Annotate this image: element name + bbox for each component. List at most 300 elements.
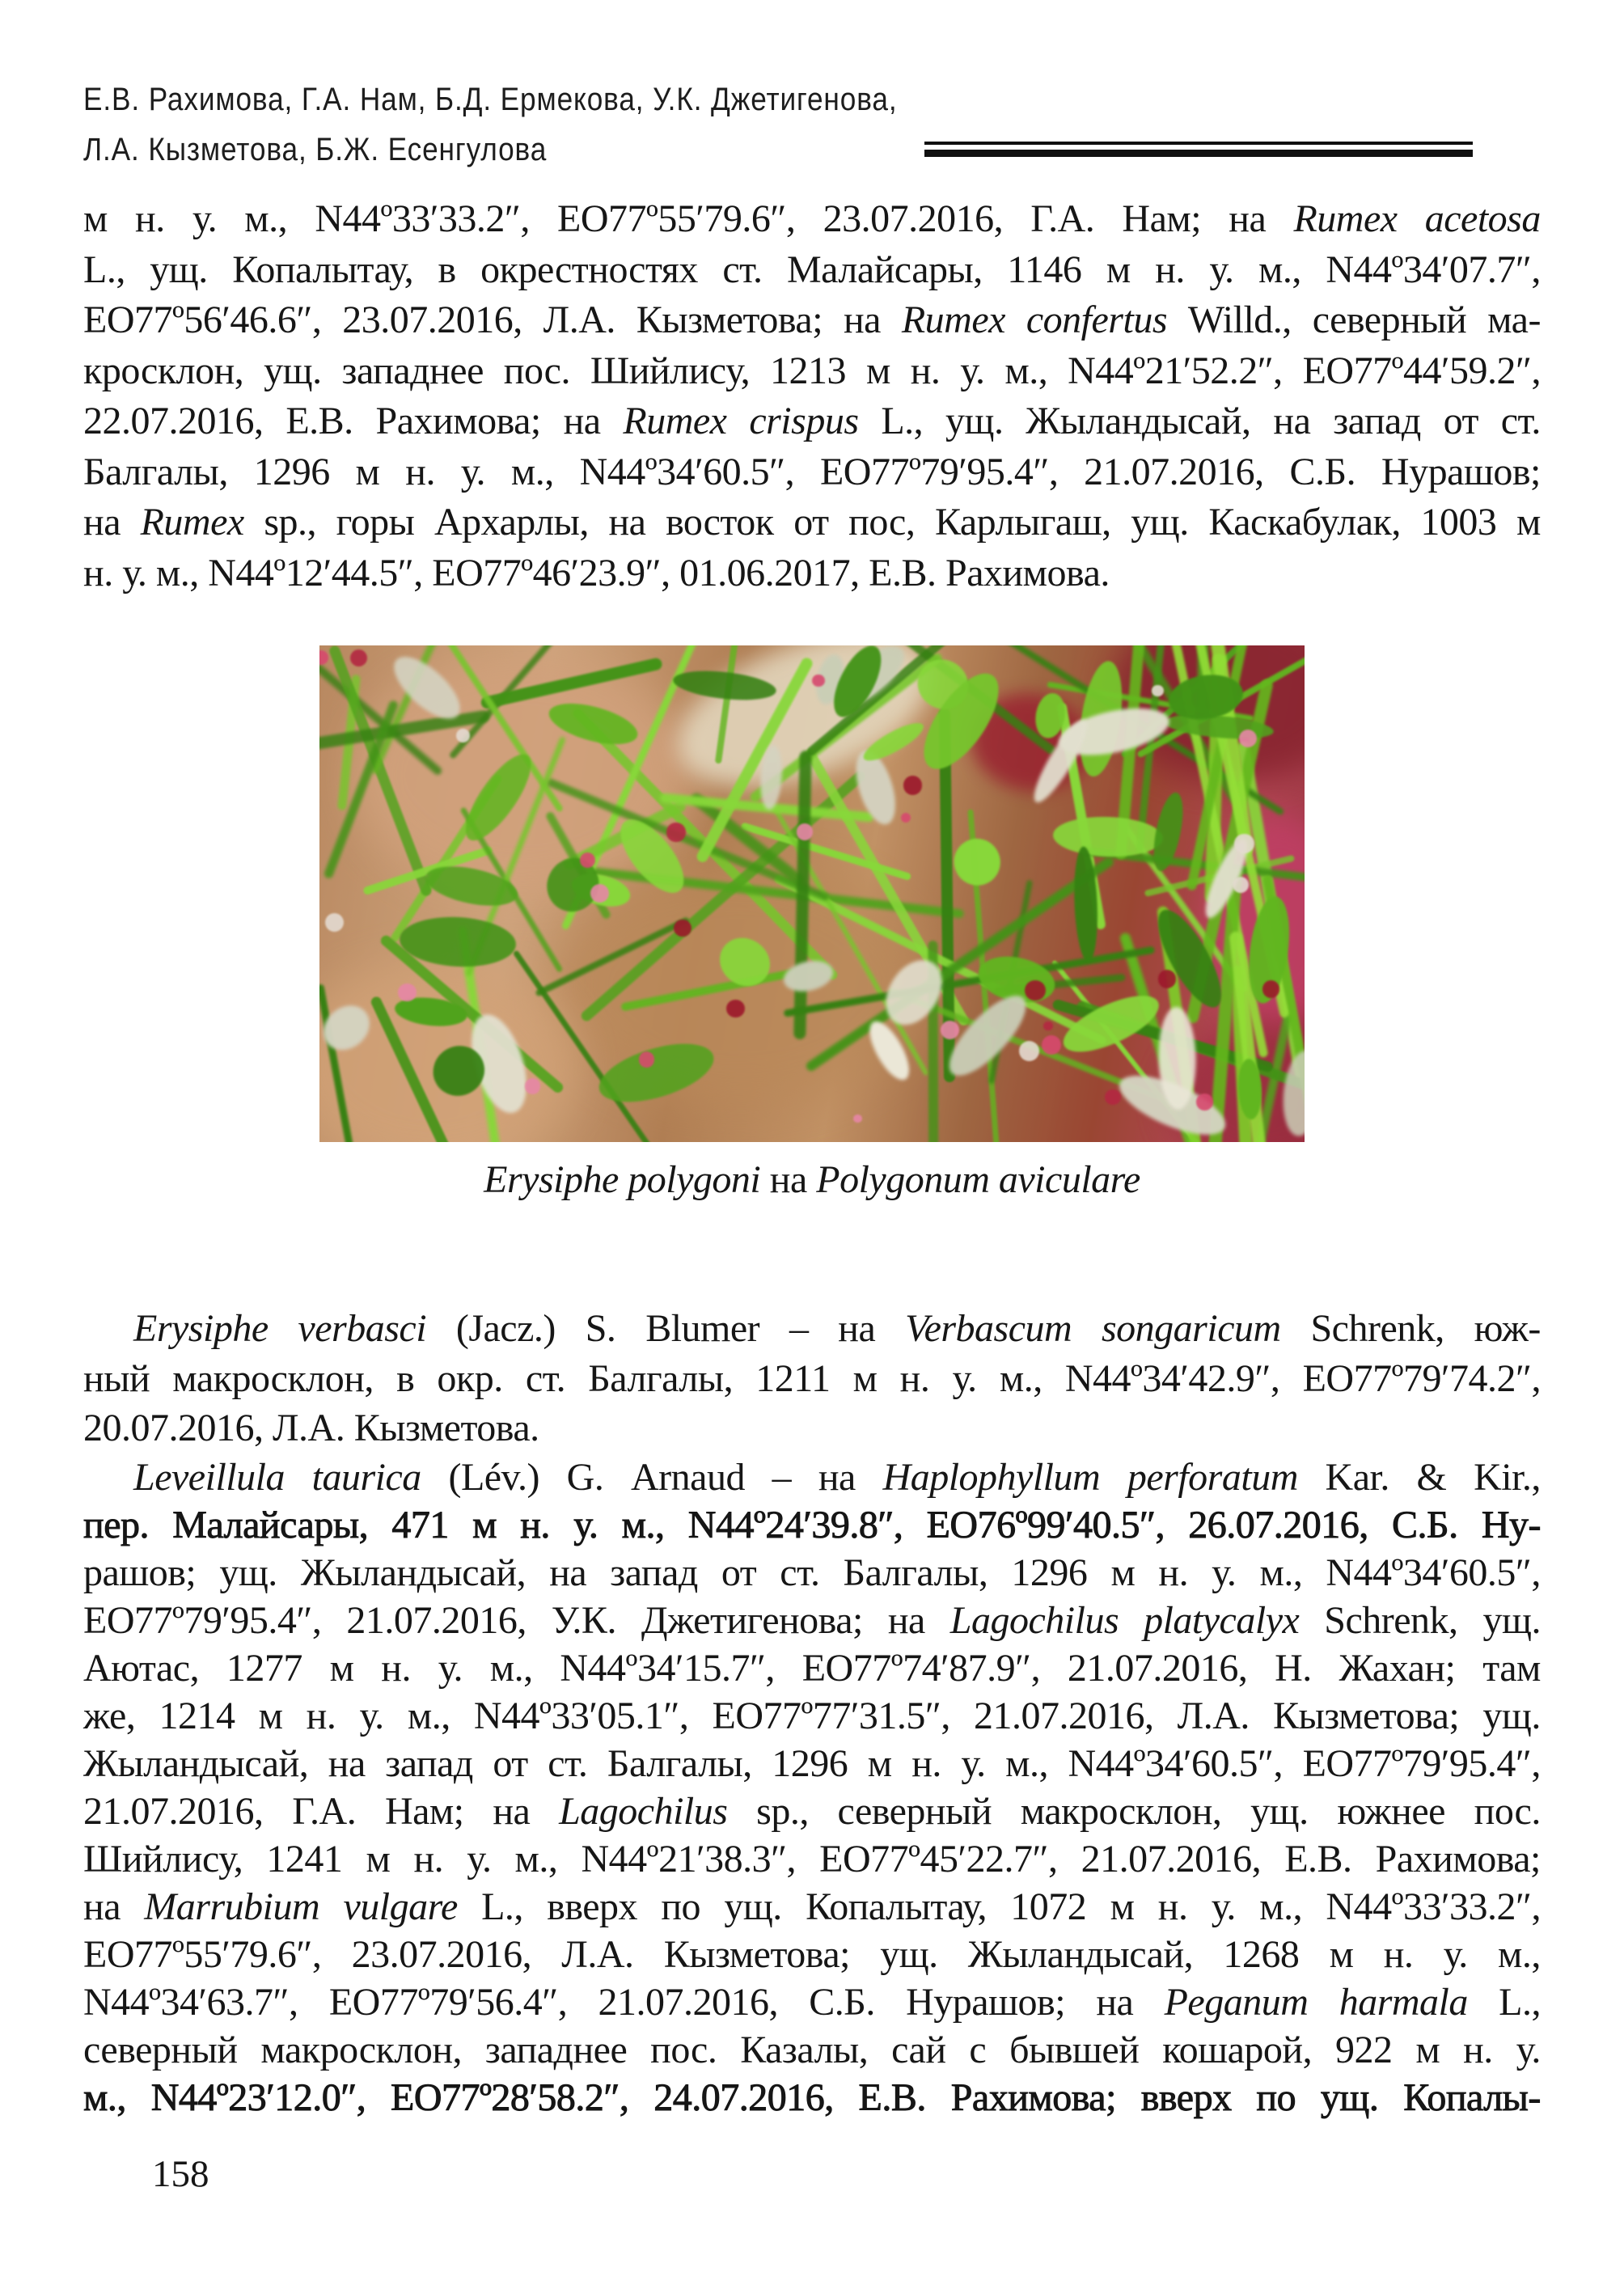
text-segment: окр. — [437, 1356, 503, 1400]
text-segment: запад — [385, 1742, 473, 1785]
text-segment: – — [772, 1456, 792, 1499]
text-segment: N44º34′63.7″, — [83, 1981, 298, 2024]
text-segment: от — [793, 501, 829, 544]
text-segment: м., — [510, 450, 554, 493]
text-segment: 1211 — [755, 1356, 831, 1400]
text-segment: N44º24′39.8″, — [687, 1504, 903, 1546]
text-segment: Kar. — [1325, 1456, 1389, 1499]
text-segment: ст. — [1500, 400, 1541, 442]
word — [806, 1883, 987, 1931]
text-segment: ст. — [722, 247, 763, 291]
word — [1007, 245, 1081, 296]
word — [664, 1931, 850, 1978]
text-segment: ный — [83, 1356, 150, 1400]
text-segment: sp., — [756, 1790, 809, 1833]
word — [1326, 1453, 1389, 1501]
word — [83, 396, 264, 447]
text-segment: N44º33′33.2″, — [315, 197, 530, 240]
word — [906, 1978, 1065, 2026]
text-segment: у. — [961, 1742, 986, 1785]
word — [135, 194, 165, 245]
text-segment: м — [366, 1838, 391, 1881]
text-segment: Erysiphe polygoni — [484, 1158, 761, 1201]
word — [1026, 295, 1167, 346]
text-segment: Н. — [1275, 1647, 1312, 1690]
text-segment: н. — [911, 1742, 941, 1785]
word — [467, 1835, 491, 1883]
word — [264, 497, 316, 548]
text-segment: ЕО77º77′31.5″, — [712, 1694, 950, 1737]
text-segment: н. — [1155, 247, 1185, 291]
word — [902, 295, 1005, 346]
text-segment: у. — [960, 349, 985, 392]
text-segment: Рахимова; — [950, 2076, 1116, 2119]
text-segment: Балгалы, — [607, 1742, 752, 1785]
word — [359, 1692, 383, 1740]
text-line — [83, 346, 1541, 397]
word — [391, 2074, 628, 2122]
text-segment: ущ. — [724, 1885, 782, 1928]
text-segment: platycalyx — [1144, 1599, 1300, 1642]
text-segment: Копалытау, — [232, 247, 414, 291]
text-segment: Rumex — [901, 298, 1005, 341]
text-line — [83, 447, 1541, 498]
word — [83, 1835, 243, 1883]
text-line — [83, 2026, 1541, 2074]
photo-blob — [525, 1078, 541, 1094]
word — [438, 245, 456, 296]
text-segment: ЕО77º55′79.6″, — [83, 1933, 322, 1976]
text-segment: L., — [83, 247, 125, 291]
text-segment: Балгалы, — [83, 450, 228, 493]
word — [1162, 2026, 1312, 2074]
word — [645, 1304, 759, 1354]
text-segment: 1003 — [1420, 501, 1497, 544]
text-segment: от — [721, 1551, 757, 1594]
word — [172, 1501, 368, 1549]
text-segment: confertus — [1026, 298, 1167, 341]
word — [1303, 1354, 1541, 1404]
text-segment: н. — [381, 1647, 411, 1690]
word — [1376, 1835, 1541, 1883]
word — [1127, 1453, 1298, 1501]
word — [133, 1304, 269, 1354]
text-segment: ст. — [525, 1356, 566, 1400]
text-segment: вверх — [547, 1885, 638, 1928]
word — [848, 497, 915, 548]
text-segment: на — [608, 501, 646, 544]
word — [1021, 1787, 1222, 1835]
text-line — [83, 194, 1541, 245]
word — [83, 295, 321, 346]
text-segment: Жыландысай, — [300, 1551, 527, 1594]
word — [935, 497, 1111, 548]
text-segment: Копалытау, — [806, 1885, 987, 1928]
text-segment: ма- — [1487, 298, 1541, 341]
word — [772, 1453, 792, 1501]
word — [151, 2074, 366, 2122]
text-segment: L., — [481, 1885, 523, 1928]
text-segment: запад — [610, 1551, 698, 1594]
text-segment: южнее — [1337, 1790, 1445, 1833]
text-segment: (Lév.) — [448, 1456, 539, 1499]
word — [900, 1354, 930, 1404]
word — [1011, 1549, 1087, 1597]
word — [1499, 1978, 1541, 2026]
text-line — [83, 1931, 1541, 1978]
text-line — [83, 1453, 1541, 1501]
word — [789, 1304, 809, 1354]
text-segment: же, — [83, 1694, 136, 1737]
text-line — [83, 396, 1541, 447]
text-segment: м — [355, 450, 380, 493]
text-segment: Rumex — [140, 501, 244, 544]
word — [1004, 346, 1047, 397]
word — [133, 1453, 285, 1501]
word — [1516, 497, 1541, 548]
text-segment: (Jacz.) — [455, 1307, 556, 1350]
word — [950, 1597, 1119, 1644]
word — [1487, 295, 1541, 346]
word — [749, 396, 858, 447]
word — [83, 2074, 126, 2122]
text-segment: макросклон, — [1020, 1790, 1222, 1833]
word — [1009, 2026, 1139, 2074]
photo-blob — [1152, 685, 1164, 697]
text-segment: пос. — [650, 2029, 717, 2071]
text-segment: ЕО77º79′95.4″, — [83, 1599, 322, 1642]
text-segment: ЕО77º28′58.2″, — [391, 2076, 629, 2119]
text-segment: Е.В. — [285, 400, 353, 442]
text-segment: Нам; — [384, 1790, 464, 1833]
text-segment: кошарой, — [1162, 2029, 1313, 2071]
word — [881, 396, 923, 447]
word — [823, 194, 1004, 245]
text-segment: Arnaud — [631, 1456, 745, 1499]
text-segment: N44º34′60.5″, — [1068, 1742, 1284, 1785]
text-segment: окрестностях — [480, 247, 698, 291]
word — [636, 295, 823, 346]
text-segment: на — [843, 298, 881, 341]
word — [83, 1931, 321, 1978]
text-segment: Marrubium — [144, 1885, 320, 1928]
word — [968, 1931, 1193, 1978]
word — [724, 1883, 781, 1931]
text-segment: 23.07.2016, — [342, 298, 522, 341]
photo-blob — [1019, 1041, 1039, 1061]
word — [461, 447, 485, 498]
text-segment: 21.07.2016, — [1067, 1647, 1248, 1690]
text-segment: N44º33′33.2″, — [1326, 1885, 1541, 1928]
word — [1141, 2074, 1232, 2122]
text-segment: N44º34′07.7″, — [1326, 247, 1541, 291]
photo-blob — [1196, 1094, 1213, 1111]
text-segment: 21.07.2016, — [598, 1981, 778, 2024]
text-segment: на — [838, 1307, 876, 1350]
text-segment: на — [887, 1599, 925, 1642]
text-segment: Рахимова; — [1375, 1838, 1541, 1881]
text-line — [83, 1304, 1541, 1354]
word — [552, 1597, 616, 1644]
word — [1259, 1549, 1302, 1597]
text-segment: Джетигенова; — [641, 1599, 863, 1642]
word — [438, 1644, 463, 1692]
word — [1474, 1304, 1541, 1354]
text-segment: 1277 — [226, 1647, 302, 1690]
word — [356, 447, 380, 498]
word — [1337, 1787, 1445, 1835]
photo-blob — [456, 729, 470, 742]
word — [661, 1883, 700, 1931]
text-segment: северный — [837, 1790, 992, 1833]
word — [1324, 1597, 1457, 1644]
text-segment: Г.А. — [292, 1790, 357, 1833]
text-line — [83, 1501, 1541, 1549]
word — [772, 1740, 848, 1787]
photo-blob — [1043, 1022, 1052, 1030]
word — [352, 1931, 532, 1978]
text-segment: н. — [899, 1356, 930, 1400]
text-segment: у. — [1211, 1885, 1236, 1928]
text-segment: м — [1106, 247, 1131, 291]
word — [474, 1692, 689, 1740]
text-segment: Schrenk, — [1324, 1599, 1458, 1642]
photo-blob — [853, 1115, 861, 1123]
text-segment: Rumex — [623, 400, 727, 442]
text-segment: ЕО77º45′22.7″, — [819, 1838, 1058, 1881]
text-line — [83, 1597, 1541, 1644]
text-segment: н. — [520, 1504, 550, 1546]
photo-blob — [903, 776, 923, 795]
word — [391, 1501, 449, 1549]
text-segment: Ну- — [1481, 1504, 1541, 1546]
text-segment: Шийлису, — [83, 1838, 243, 1881]
word — [1208, 497, 1400, 548]
text-segment: м., — [1005, 1742, 1048, 1785]
word — [911, 1740, 941, 1787]
text-segment: м — [472, 1504, 497, 1546]
word — [329, 1978, 567, 2026]
photo-blob — [1105, 1089, 1121, 1106]
text-segment: у. — [1516, 2029, 1541, 2071]
text-segment: Leveillula — [133, 1456, 285, 1499]
text-segment: на — [328, 1742, 366, 1785]
word — [722, 245, 762, 296]
text-segment: от — [493, 1742, 528, 1785]
text-segment: L., — [881, 400, 924, 442]
text-segment: Peganum — [1164, 1981, 1309, 2024]
word — [83, 245, 125, 296]
text-segment: н. — [1157, 1885, 1188, 1928]
word — [493, 1787, 530, 1835]
text-segment: западнее — [484, 2029, 628, 2071]
photo-blob — [1072, 846, 1099, 962]
text-segment: пос, — [848, 501, 916, 544]
author-line-1: Е.В. Рахимова, Г.А. Нам, Б.Д. Ермекова, У.К. Джетигенова, — [83, 82, 898, 117]
word — [192, 194, 217, 245]
text-segment: ЕО77º79′74.2″, — [1302, 1356, 1541, 1400]
word — [818, 1453, 856, 1501]
text-segment: м., — [489, 1647, 533, 1690]
text-segment: ЕО76º99′40.5″, — [926, 1504, 1165, 1546]
word — [740, 2026, 868, 2074]
word — [385, 1740, 473, 1787]
text-segment: ЕО77º55′79.6″, — [557, 197, 796, 240]
word — [755, 1354, 830, 1404]
word — [1065, 1354, 1280, 1404]
word — [226, 1644, 302, 1692]
text-segment: Шийлису, — [590, 349, 751, 392]
text-line — [83, 245, 1541, 296]
text-segment: 471 — [391, 1504, 449, 1546]
word — [328, 1740, 366, 1787]
word — [866, 346, 890, 397]
word — [859, 2074, 926, 2122]
word — [515, 1835, 558, 1883]
text-segment: С.Б. — [809, 1981, 875, 2024]
word — [493, 1740, 527, 1787]
text-segment: там — [1482, 1647, 1541, 1690]
word — [951, 2074, 1116, 2122]
word — [413, 1835, 443, 1883]
text-segment: м., — [621, 1504, 665, 1546]
word — [490, 1644, 533, 1692]
text-segment: западнее — [341, 349, 484, 392]
text-line — [83, 1787, 1541, 1835]
text-line — [83, 1835, 1541, 1883]
word — [1482, 1644, 1541, 1692]
word — [559, 1787, 727, 1835]
word — [83, 2026, 238, 2074]
text-segment: ЕО77º56′46.6″, — [83, 298, 322, 341]
word — [266, 1835, 342, 1883]
word — [567, 1453, 604, 1501]
text-segment: ЕО77º79′95.4″, — [1302, 1742, 1541, 1785]
text-segment: на — [549, 1551, 587, 1594]
text-segment: 21.07.2016, — [83, 1790, 264, 1833]
word — [1259, 1883, 1302, 1931]
text-segment: по — [661, 1885, 701, 1928]
text-segment: Л.А. — [543, 298, 615, 341]
text-segment: бывшей — [1009, 2029, 1140, 2071]
word — [1482, 1501, 1541, 1549]
text-segment: у. — [573, 1504, 598, 1546]
text-segment: вверх — [1140, 2076, 1232, 2119]
word — [548, 1740, 587, 1787]
word — [1498, 1931, 1541, 1978]
word — [844, 295, 881, 346]
text-segment: н. — [135, 197, 165, 240]
word — [1188, 295, 1292, 346]
word — [336, 497, 415, 548]
text-segment: Lagochilus — [949, 1599, 1119, 1642]
text-segment: 23.07.2016, — [351, 1933, 532, 1976]
word — [756, 1787, 809, 1835]
text-segment: Копалы- — [1403, 2076, 1541, 2119]
text-segment: у. — [1212, 1551, 1237, 1594]
word — [802, 1644, 1040, 1692]
text-segment: Аютас, — [83, 1647, 200, 1690]
word — [1290, 447, 1356, 498]
word — [172, 1354, 374, 1404]
text-segment: ущ. — [264, 349, 322, 392]
text-segment: в — [396, 1356, 415, 1400]
text-segment: 1296 — [772, 1742, 848, 1785]
word — [780, 1549, 819, 1597]
word — [342, 295, 522, 346]
text-segment: 21.07.2016, — [974, 1694, 1154, 1737]
word — [1096, 1978, 1133, 2026]
word — [1310, 1304, 1444, 1354]
text-segment: N44º34′60.5″, — [1326, 1551, 1541, 1594]
word — [83, 194, 108, 245]
text-segment: Л.А. — [1177, 1694, 1250, 1737]
word — [150, 245, 207, 296]
photo-blob — [1233, 877, 1249, 893]
word — [961, 1740, 985, 1787]
text-segment: н. — [306, 1694, 336, 1737]
text-segment: Blumer — [645, 1307, 760, 1350]
text-segment: сай — [891, 2029, 946, 2071]
photo-blob — [350, 649, 367, 666]
text-segment: Кызметова; — [1273, 1694, 1460, 1737]
word — [1333, 396, 1421, 447]
word — [770, 346, 846, 397]
word — [504, 346, 570, 397]
photo-blob — [941, 1021, 959, 1039]
text-segment: Л.А. — [561, 1933, 634, 1976]
word — [1313, 295, 1467, 346]
text-segment: vulgare — [343, 1885, 458, 1928]
word — [385, 1787, 464, 1835]
text-segment: на — [818, 1456, 856, 1499]
word — [232, 245, 413, 296]
word — [820, 447, 1058, 498]
text-segment: северный — [1312, 298, 1467, 341]
text-segment: 21.07.2016, — [1084, 450, 1264, 493]
text-segment: на — [1273, 400, 1311, 442]
word — [381, 1644, 411, 1692]
word — [1158, 1549, 1188, 1597]
text-segment: N44º34′42.9″, — [1064, 1356, 1280, 1400]
text-segment: Казалы, — [740, 2029, 869, 2071]
word — [301, 1549, 526, 1597]
word — [1131, 497, 1188, 548]
word — [315, 194, 530, 245]
text-segment: Rumex — [1293, 197, 1398, 240]
word — [1256, 2074, 1296, 2122]
word — [83, 1549, 196, 1597]
word — [1501, 396, 1541, 447]
text-segment: Г.А. — [1030, 197, 1095, 240]
text-line — [83, 1354, 1541, 1404]
text-segment: н. — [1463, 2029, 1493, 2071]
word — [905, 1304, 1072, 1354]
text-segment: ущ. — [1482, 1599, 1541, 1642]
word — [1330, 1931, 1354, 1978]
text-segment: ущ. — [150, 247, 208, 291]
word — [485, 2026, 627, 2074]
word — [83, 346, 243, 397]
word — [1415, 2026, 1440, 2074]
text-segment: 22.07.2016, — [83, 400, 264, 442]
text-line — [83, 1883, 1541, 1931]
word — [1392, 1501, 1458, 1549]
word — [292, 1787, 356, 1835]
text-segment: Рахимова; — [375, 400, 541, 442]
word — [1188, 1501, 1368, 1549]
word — [557, 194, 795, 245]
